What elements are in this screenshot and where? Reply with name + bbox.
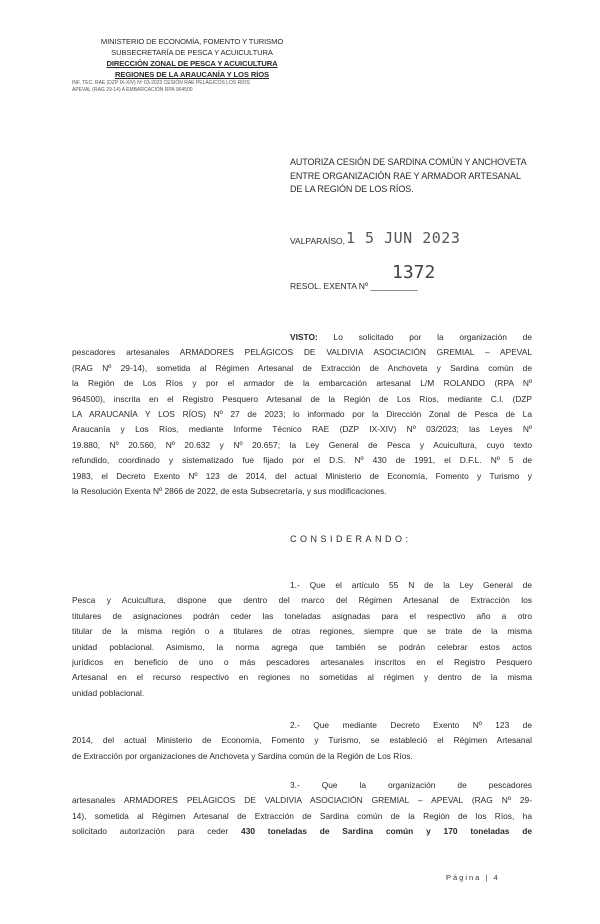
- subject-line-1: AUTORIZA CESIÓN DE SARDINA COMÚN Y ANCHOVETA: [290, 157, 527, 167]
- visto-label: VISTO:: [290, 332, 318, 342]
- considerando-heading: CONSIDERANDO:: [290, 534, 412, 544]
- date-stamp: 1 5 JUN 2023: [346, 229, 461, 247]
- considerando-2: 2.- Que mediante Decreto Exento Nº 123 de 2014, del actual Ministerio de Economía, Fomento y Turismo, se estableció el Régimen Artesanal de Extracción por organizaciones de Anchoveta y Sardina común de la Región de Los Ríos.: [72, 720, 532, 761]
- letterhead: [72, 36, 312, 94]
- page-number: Página | 4: [446, 873, 500, 882]
- subject-line-3: DE LA REGIÓN DE LOS RÍOS.: [290, 184, 414, 194]
- tonnage-highlight: 430 toneladas de Sardina común y 170 toneladas de: [241, 826, 532, 837]
- ministry-name: MINISTERIO DE ECONOMÍA, FOMENTO Y TURISMO: [100, 37, 284, 46]
- place-label: VALPARAÍSO,: [290, 236, 345, 246]
- resolution-number-label: RESOL. EXENTA Nº __________: [290, 281, 418, 291]
- subject-line-2: ENTRE ORGANIZACIÓN RAE Y ARMADOR ARTESANAL: [290, 170, 521, 181]
- regions-name: REGIONES DE LA ARAUCANÍA Y LOS RÍOS: [114, 70, 270, 79]
- visto-paragraph: VISTO: Lo solicitado por la organización de pescadores artesanales ARMADORES PELÁGICOS DE VALDIVIA ASOCIACIÓN GREMIAL – APEVAL (RAG Nº 29-14), sometida al Régimen Artesanal de Extracción de Anchoveta y Sardina común de la Región de Los Ríos y por el armador de la embarcación artesanal L/M ROLANDO (RPA Nº 964500), inscrita en el Registro Pesquero Artesanal de la Región de Los Ríos, mediante C.I. (DZP LA ARAUCANÍA Y LOS RÍOS) Nº 27 de 2023; lo informado por la Dirección Zonal de Pesca de La Araucanía y Los Ríos, mediante Informe Técnico RAE (DZP IX-XIV) Nº 03/2023; las Leyes Nº 19.880, Nº 20.560, Nº 20.632 y Nº 20.657; la Ley General de Pesca y Acuicultura, cuyo texto refundido, coordinado y sistematizado fue fijado por el D.S. Nº 430 de 1991, el D.F.L. Nº 5 de 1983, el Decreto Exento Nº 123 de 2014, del actual Ministerio de Economía, Fomento y Turismo y la Resolución Exenta Nº 2866 de 2022, de esta Subsecretaría, y sus modificaciones.: [72, 332, 533, 497]
- reference-line-2: APEVAL (RAG 29-14) A EMBARCACIÓN RPA 964500: [72, 87, 193, 94]
- zonal-direction-name: DIRECCIÓN ZONAL DE PESCA Y ACUICULTURA: [106, 59, 278, 68]
- considerando-3: 3.- Que la organización de pescadores artesanales ARMADORES PELÁGICOS DE VALDIVIA ASOCIACIÓN GREMIAL – APEVAL (RAG Nº 29- 14), sometida al Régimen Artesanal de Extracción de Sardina común de la Región de los Ríos, ha solicitado autorización para ceder 430 toneladas de Sardina común y 170 toneladas de: [72, 780, 532, 837]
- reference-line-1: INF. TEC. RAE (DZP IX-XIV) Nº 03-2023 CESIÓN RAE PELÁGICOS LOS RÍOS: [72, 80, 250, 86]
- resolution-number-stamp: 1372: [392, 262, 436, 283]
- considerando-1: 1.- Que el artículo 55 N de la Ley General de Pesca y Acuicultura, dispone que dentro del marco del Régimen Artesanal de Extracción los titulares de asignaciones podrán ceder las toneladas asignadas para el respectivo año a otro titular de la misma región o a titulares de otras regiones, siempre que se trate de la misma unidad poblacional. Asimismo, la norma agrega que también se podrán celebrar estos actos jurídicos en beneficio de uno o más pescadores artesanales inscritos en el Registro Pesquero Artesanal en el recurso respectivo en regiones no sometidas al régimen y dentro de la misma unidad poblacional.: [72, 580, 532, 698]
- undersecretariat-name: SUBSECRETARÍA DE PESCA Y ACUICULTURA: [111, 48, 273, 57]
- resolution-subject: [290, 156, 570, 197]
